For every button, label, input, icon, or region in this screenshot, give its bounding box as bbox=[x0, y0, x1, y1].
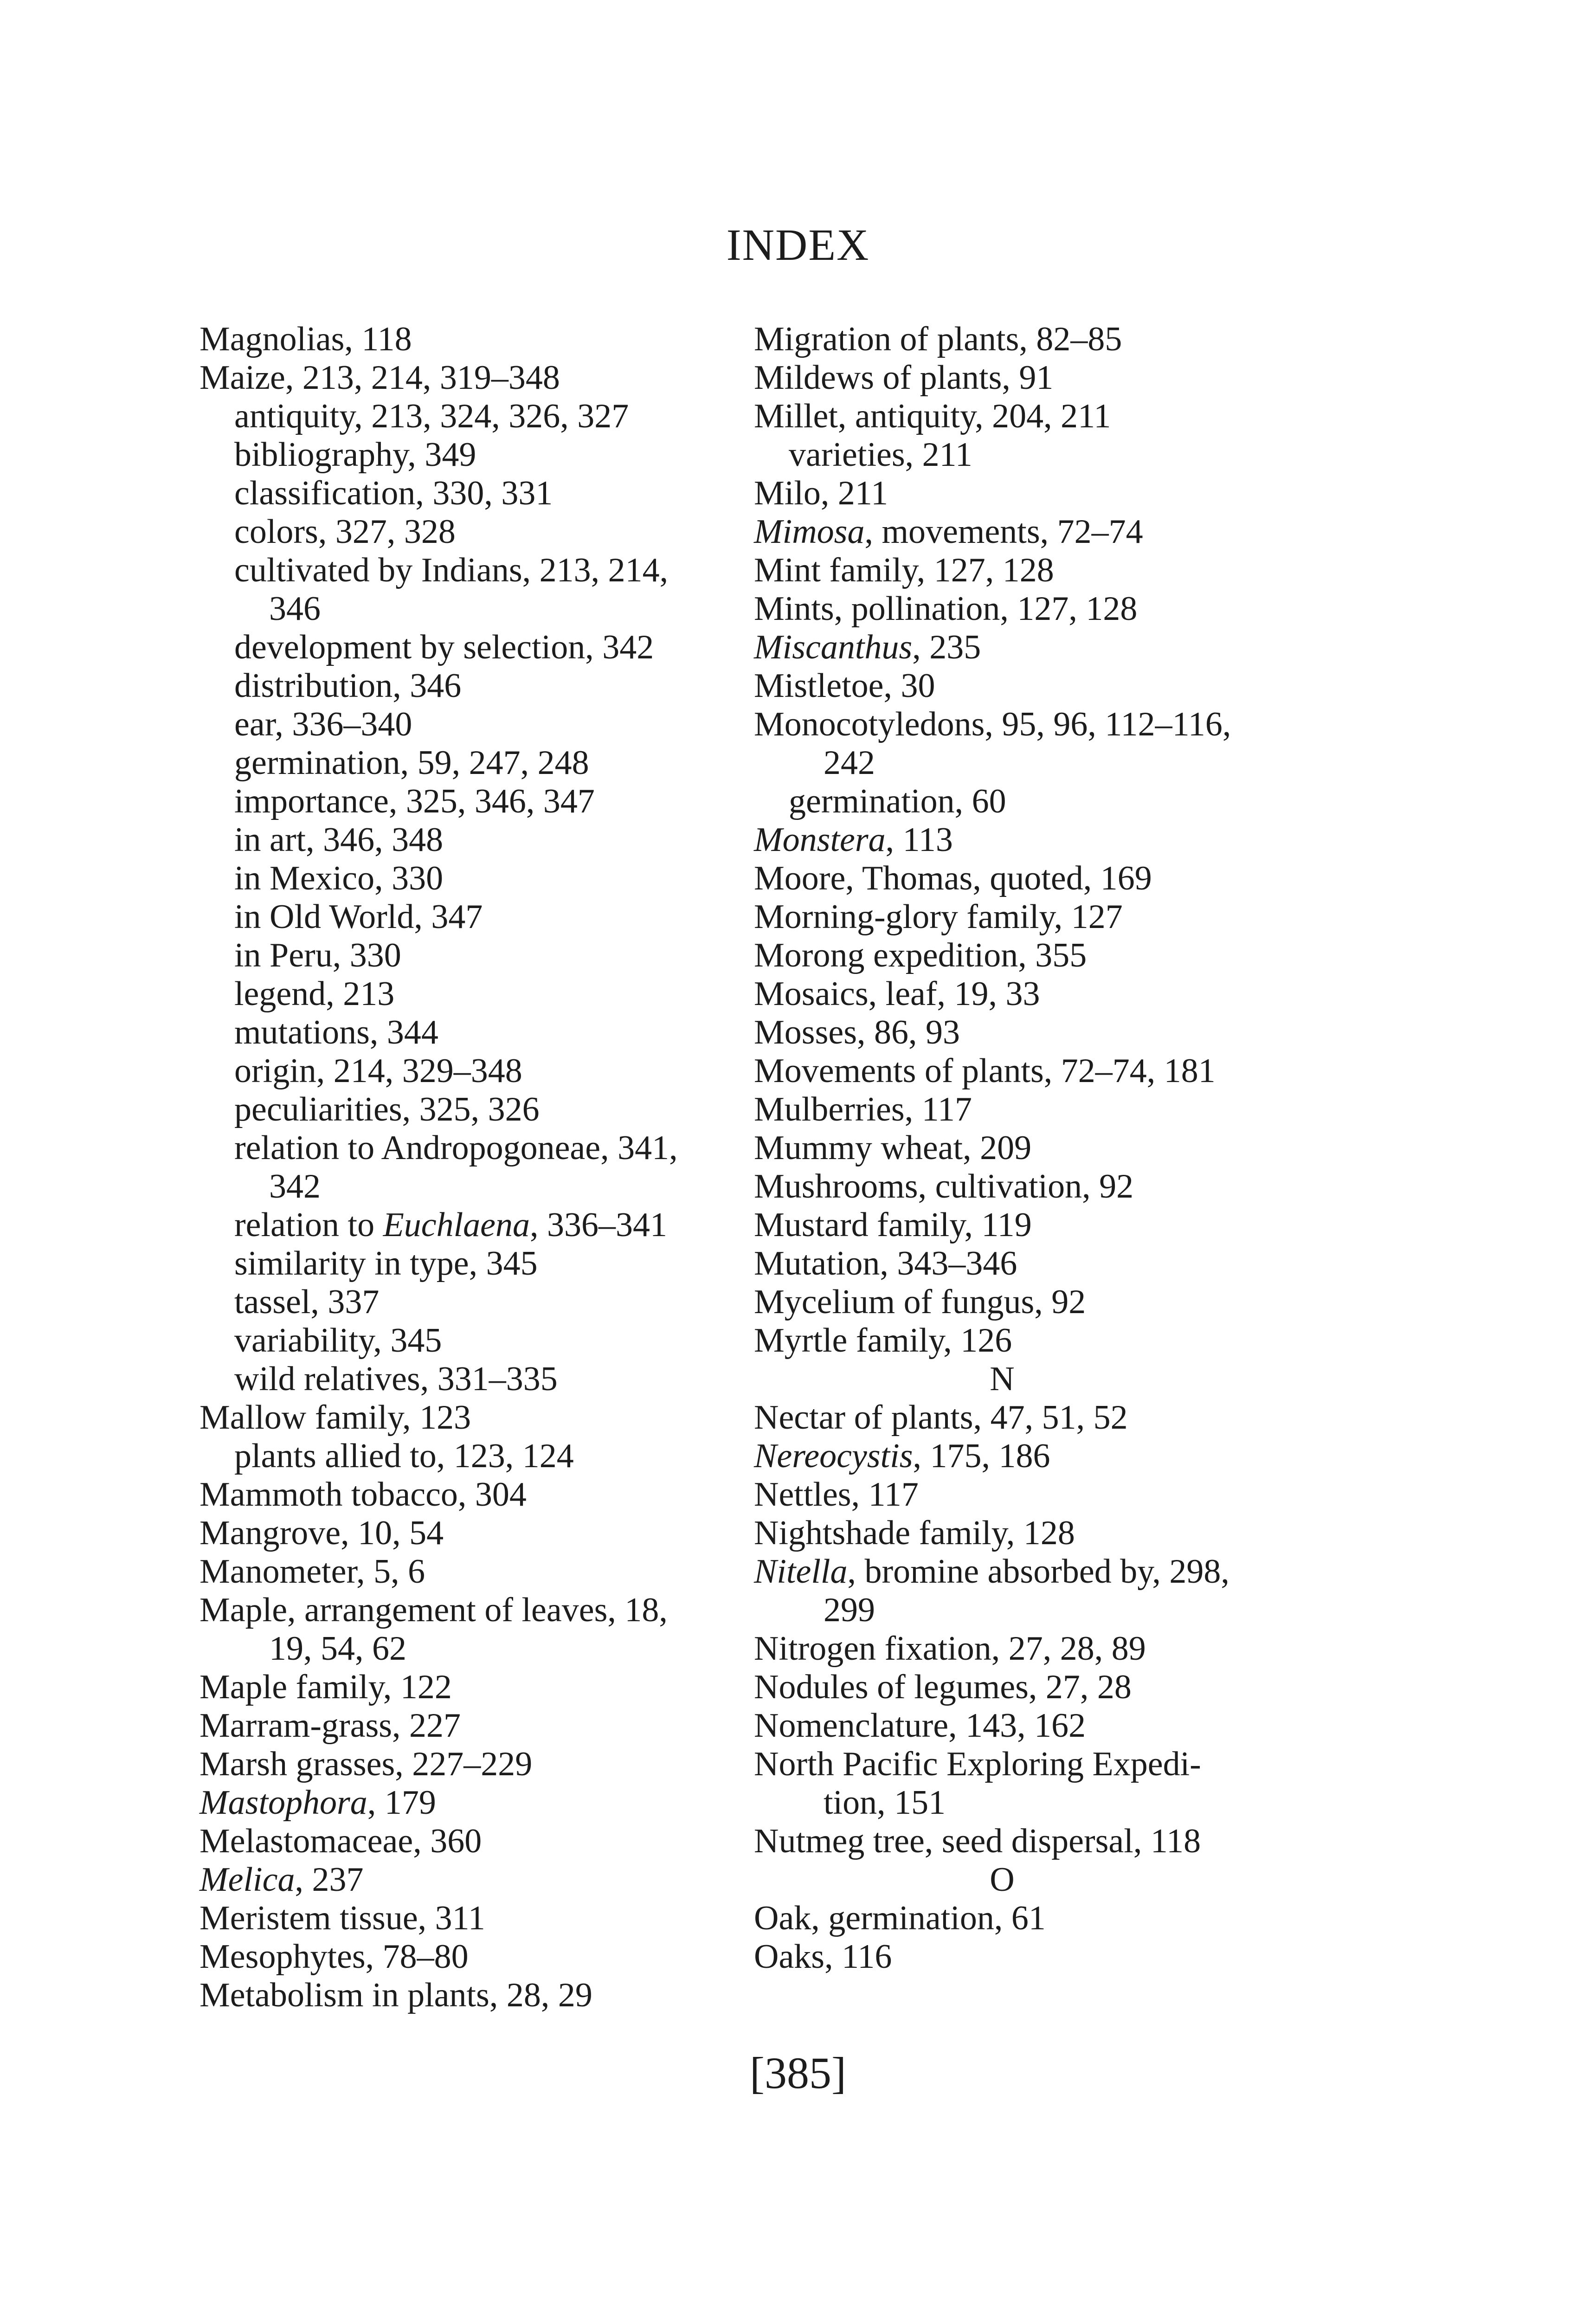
index-subentry: antiquity, 213, 324, 326, 327 bbox=[234, 397, 629, 435]
index-subentry: in Mexico, 330 bbox=[234, 859, 444, 897]
index-entry: Mulberries, 117 bbox=[754, 1090, 972, 1128]
index-entry: Mint family, 127, 128 bbox=[754, 551, 1054, 589]
index-entry: Mustard family, 119 bbox=[754, 1206, 1032, 1244]
index-entry: Mammoth tobacco, 304 bbox=[200, 1476, 527, 1514]
index-entry: Nightshade family, 128 bbox=[754, 1514, 1075, 1552]
index-letter-heading: N bbox=[990, 1360, 1015, 1398]
index-entry bbox=[754, 1553, 1311, 1591]
entry-italic-term: Mastophora bbox=[200, 1784, 367, 1822]
index-entry: Oaks, 116 bbox=[754, 1938, 892, 1976]
entry-italic-term: Nereocystis bbox=[754, 1437, 913, 1475]
index-subentry: varieties, 211 bbox=[789, 436, 972, 474]
index-entry bbox=[754, 1437, 1311, 1476]
index-subentry: in Old World, 347 bbox=[234, 898, 483, 936]
index-entry: Manometer, 5, 6 bbox=[200, 1553, 425, 1591]
index-subentry: similarity in type, 345 bbox=[234, 1244, 538, 1282]
index-entry: Maple, arrangement of leaves, 18, bbox=[200, 1591, 668, 1629]
entry-text: relation to bbox=[234, 1206, 383, 1244]
index-entry: Migration of plants, 82–85 bbox=[754, 320, 1122, 358]
index-subentry bbox=[200, 1206, 733, 1244]
index-subentry: in art, 346, 348 bbox=[234, 821, 444, 859]
index-entry: Nutmeg tree, seed dispersal, 118 bbox=[754, 1822, 1201, 1860]
index-continuation: 346 bbox=[269, 590, 321, 628]
entry-italic-term: Nitella bbox=[754, 1553, 848, 1591]
entry-text: , movements, 72–74 bbox=[864, 513, 1143, 551]
index-entry: Myrtle family, 126 bbox=[754, 1321, 1012, 1360]
entry-text: , bromine absorbed by, 298, bbox=[847, 1553, 1229, 1591]
index-continuation: 242 bbox=[824, 744, 875, 782]
entry-text: , 235 bbox=[912, 628, 981, 666]
index-entry: Meristem tissue, 311 bbox=[200, 1899, 485, 1937]
index-entry: Milo, 211 bbox=[754, 474, 888, 512]
index-entry: Mallow family, 123 bbox=[200, 1398, 471, 1437]
index-letter-heading: O bbox=[990, 1861, 1015, 1899]
index-entry: Nettles, 117 bbox=[754, 1476, 919, 1514]
entry-text: , 237 bbox=[295, 1861, 364, 1899]
entry-italic-term: Miscanthus bbox=[754, 628, 913, 666]
index-continuation: tion, 151 bbox=[824, 1784, 946, 1822]
index-subentry: legend, 213 bbox=[234, 975, 395, 1013]
index-entry bbox=[754, 628, 1311, 667]
entry-italic-term: Mimosa bbox=[754, 513, 865, 551]
entry-italic-term: Euchlaena bbox=[383, 1206, 530, 1244]
page-title: INDEX bbox=[726, 220, 870, 270]
index-subentry: in Peru, 330 bbox=[234, 936, 401, 974]
index-entry: Moore, Thomas, quoted, 169 bbox=[754, 859, 1152, 897]
index-continuation: 299 bbox=[824, 1591, 875, 1629]
index-column-left bbox=[200, 320, 733, 2015]
index-entry: Mesophytes, 78–80 bbox=[200, 1938, 469, 1976]
index-subentry: distribution, 346 bbox=[234, 667, 462, 705]
index-entry: Mangrove, 10, 54 bbox=[200, 1514, 444, 1552]
index-subentry: importance, 325, 346, 347 bbox=[234, 782, 595, 820]
index-entry: Monocotyledons, 95, 96, 112–116, bbox=[754, 705, 1231, 743]
index-subentry: peculiarities, 325, 326 bbox=[234, 1090, 540, 1128]
index-continuation: 19, 54, 62 bbox=[269, 1630, 406, 1668]
index-entry: North Pacific Exploring Expedi- bbox=[754, 1745, 1201, 1783]
entry-italic-term: Monstera bbox=[754, 821, 886, 859]
index-entry: Oak, germination, 61 bbox=[754, 1899, 1046, 1937]
index-subentry: germination, 60 bbox=[789, 782, 1006, 820]
entry-italic-term: Melica bbox=[200, 1861, 295, 1899]
index-subentry: variability, 345 bbox=[234, 1321, 442, 1360]
index-entry: Marram-grass, 227 bbox=[200, 1707, 461, 1745]
index-entry: Metabolism in plants, 28, 29 bbox=[200, 1976, 592, 2014]
index-entry: Mildews of plants, 91 bbox=[754, 359, 1054, 397]
index-subentry: bibliography, 349 bbox=[234, 436, 476, 474]
entry-text: , 179 bbox=[367, 1784, 436, 1822]
index-subentry: classification, 330, 331 bbox=[234, 474, 553, 512]
index-entry bbox=[200, 1784, 733, 1822]
index-entry bbox=[754, 513, 1311, 551]
index-subentry: relation to Andropogoneae, 341, bbox=[234, 1129, 678, 1167]
index-continuation: 342 bbox=[269, 1167, 321, 1205]
entry-text: , 175, 186 bbox=[913, 1437, 1050, 1475]
index-entry bbox=[754, 821, 1311, 859]
page-number: [385] bbox=[750, 2048, 846, 2098]
index-entry: Maple family, 122 bbox=[200, 1668, 452, 1706]
index-entry: Nitrogen fixation, 27, 28, 89 bbox=[754, 1630, 1146, 1668]
index-entry: Morong expedition, 355 bbox=[754, 936, 1087, 974]
index-entry: Nomenclature, 143, 162 bbox=[754, 1707, 1086, 1745]
index-subentry: origin, 214, 329–348 bbox=[234, 1052, 522, 1090]
index-entry: Mistletoe, 30 bbox=[754, 667, 935, 705]
index-subentry: colors, 327, 328 bbox=[234, 513, 456, 551]
index-entry: Nodules of legumes, 27, 28 bbox=[754, 1668, 1132, 1706]
index-subentry: germination, 59, 247, 248 bbox=[234, 744, 589, 782]
index-entry: Melastomaceae, 360 bbox=[200, 1822, 482, 1860]
index-entry: Mints, pollination, 127, 128 bbox=[754, 590, 1138, 628]
index-entry: Nectar of plants, 47, 51, 52 bbox=[754, 1398, 1128, 1437]
index-subentry: wild relatives, 331–335 bbox=[234, 1360, 558, 1398]
index-subentry: development by selection, 342 bbox=[234, 628, 654, 666]
index-entry: Mutation, 343–346 bbox=[754, 1244, 1017, 1282]
index-entry: Morning-glory family, 127 bbox=[754, 898, 1123, 936]
index-entry: Mycelium of fungus, 92 bbox=[754, 1283, 1086, 1321]
index-entry: Mosses, 86, 93 bbox=[754, 1013, 960, 1051]
index-entry: Millet, antiquity, 204, 211 bbox=[754, 397, 1111, 435]
index-subentry: mutations, 344 bbox=[234, 1013, 438, 1051]
index-subentry: ear, 336–340 bbox=[234, 705, 412, 743]
index-entry bbox=[200, 1861, 733, 1899]
index-entry: Movements of plants, 72–74, 181 bbox=[754, 1052, 1216, 1090]
index-subentry: plants allied to, 123, 124 bbox=[234, 1437, 574, 1475]
index-subentry: tassel, 337 bbox=[234, 1283, 380, 1321]
index-entry: Magnolias, 118 bbox=[200, 320, 412, 358]
index-entry: Mosaics, leaf, 19, 33 bbox=[754, 975, 1040, 1013]
entry-text: , 336–341 bbox=[530, 1206, 668, 1244]
index-entry: Mushrooms, cultivation, 92 bbox=[754, 1167, 1134, 1205]
index-entry: Mummy wheat, 209 bbox=[754, 1129, 1032, 1167]
index-entry: Marsh grasses, 227–229 bbox=[200, 1745, 533, 1783]
entry-text: , 113 bbox=[885, 821, 953, 859]
index-subentry: cultivated by Indians, 213, 214, bbox=[234, 551, 669, 589]
index-entry: Maize, 213, 214, 319–348 bbox=[200, 359, 560, 397]
index-column-right bbox=[754, 320, 1311, 1976]
